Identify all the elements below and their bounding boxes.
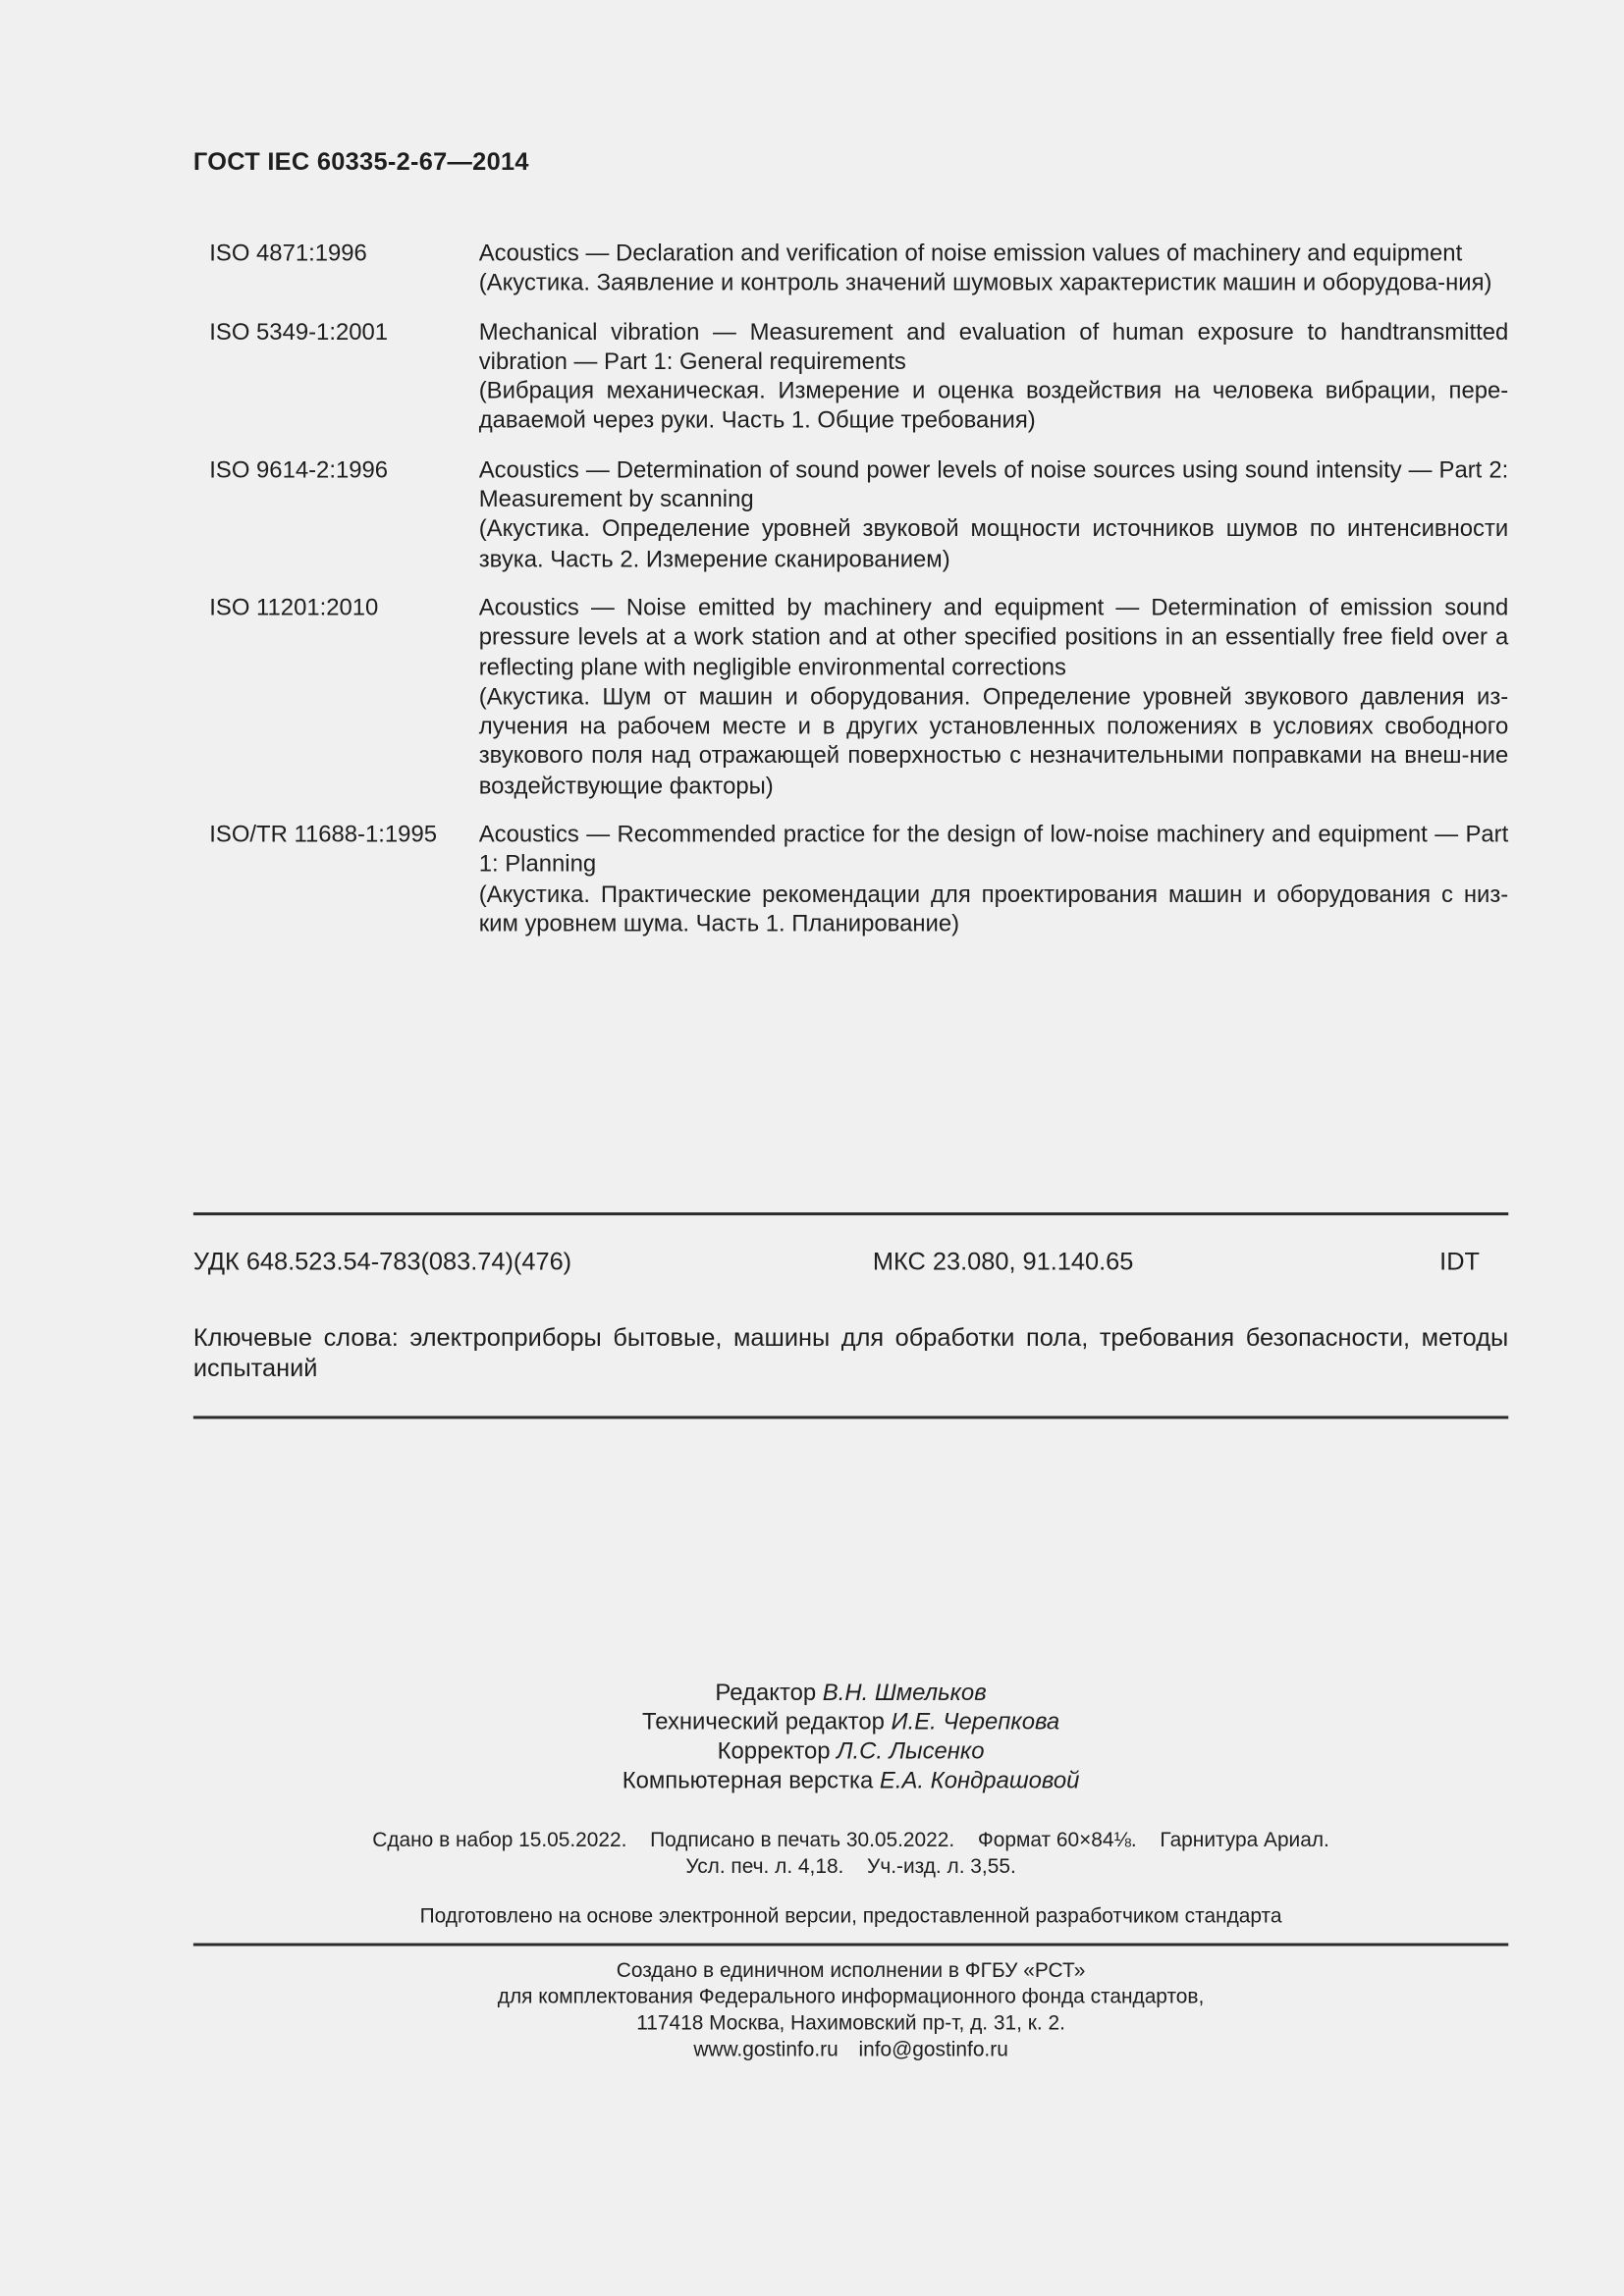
normative-references-list [209,240,1508,960]
reference-code: ISO 5349-1:2001 [209,320,389,346]
reference-title-en: Mechanical vibration — Measurement and evaluation of human exposure to handtransmitted vibration — Part 1: General requirements [478,320,1509,375]
reference-entry [209,319,1508,438]
credit-line [193,1680,1508,1709]
reference-title-en: Acoustics — Declaration and verification of noise emission values of machinery and equipment [478,241,1463,267]
divider-line [193,1415,1508,1418]
reference-title-ru: (Акустика. Заявление и контроль значений шумовых характеристик машин и оборудова-ния) [478,271,1492,296]
credit-line [193,1767,1508,1796]
reference-title-en: Acoustics — Determination of sound power levels of noise sources using sound intensity — Part 2: Measurement by scanning [478,457,1509,513]
reference-code: ISO 4871:1996 [209,241,367,267]
reference-code: ISO 9614-2:1996 [209,457,389,483]
credit-name: И.Е. Черепкова [891,1710,1060,1735]
keywords: Ключевые слова: электроприборы бытовые, машины для обработки пола, требования безопасности, методы испытаний [192,1323,1509,1383]
footer-line: Создано в единичном исполнении в ФГБУ «РСТ» [616,1957,1086,1982]
reference-title-en: Acoustics — Noise emitted by machinery and equipment — Determination of emission sound pressure levels at a work station and at other specified positions in an essentially free field over a reflecting plane with negligible environmental corrections [478,596,1509,680]
credit-name: Л.С. Лысенко [837,1739,985,1765]
reference-title-ru: (Акустика. Практические рекомендации для проектирования машин и оборудования с низ-ким уровнем шума. Часть 1. Планирование) [478,881,1509,937]
reference-title-ru: (Акустика. Шум от машин и оборудования. Определение уровней звукового давления из-лучения на рабочем месте и в других установленных положениях в условиях свободного звукового поля над отражающей поверхностью с незначительными поправками на внеш-ние воздействующие факторы) [478,684,1509,800]
prepared-note: Подготовлено на основе электронной версии, предоставленной разработчиком стандарта [419,1903,1282,1928]
credit-name: Е.А. Кондрашовой [879,1768,1080,1794]
footer-contacts [193,2035,1508,2061]
reference-entry [209,595,1508,803]
divider-line [193,1212,1508,1215]
print-info-line [193,1852,1508,1879]
credit-role: Компьютерная верстка [622,1768,874,1794]
signed-date: Подписано в печать 30.05.2022. [650,1827,955,1851]
reference-entry [209,822,1508,940]
credit-role: Технический редактор [641,1710,885,1735]
publication-sheets: Уч.-изд. л. 3,55. [867,1853,1016,1878]
credit-line [193,1738,1508,1768]
typeface: Гарнитура Ариал. [1160,1827,1329,1851]
udk-code: УДК 648.523.54-783(083.74)(476) [192,1247,572,1276]
publisher-footer [193,1956,1508,2061]
reference-title-ru: (Вибрация механическая. Измерение и оценка воздействия на человека вибрации, пере-даваемой через руки. Часть 1. Общие требования) [478,379,1509,435]
reference-text [479,595,1509,803]
credit-role: Корректор [717,1739,831,1765]
reference-entry [209,456,1508,575]
reference-title-en: Acoustics — Recommended practice for the design of low-noise machinery and equipment — Part 1: Planning [478,823,1509,879]
website-link[interactable]: www.gostinfo.ru [693,2036,839,2060]
print-sheets: Усл. печ. л. 4,18. [685,1853,844,1878]
mks-code: МКС 23.080, 91.140.65 [872,1247,1134,1276]
reference-text [479,319,1509,438]
paper-format: Формат 60×84⅛. [977,1827,1137,1851]
print-info-line [193,1826,1508,1852]
print-info [193,1826,1508,1879]
footer-line: 117418 Москва, Нахимовский пр-т, д. 31, к. 2. [636,2010,1065,2034]
credit-line [193,1709,1508,1738]
reference-text [479,822,1509,940]
typeset-date: Сдано в набор 15.05.2022. [372,1827,627,1851]
divider-line [193,1943,1508,1946]
email-link[interactable]: info@gostinfo.ru [858,2036,1008,2060]
reference-title-ru: (Акустика. Определение уровней звуковой мощности источников шумов по интенсивности звука. Часть 2. Измерение сканированием) [478,517,1509,572]
credit-name: В.Н. Шмельков [822,1681,987,1706]
reference-text [479,240,1509,300]
footer-line: для комплектования Федерального информационного фонда стандартов, [497,1984,1205,2008]
reference-text [479,456,1509,575]
reference-code: ISO 11201:2010 [209,596,379,621]
document-id-header: ГОСТ IEC 60335-2-67—2014 [192,147,529,177]
equivalence-degree: IDT [1439,1247,1480,1276]
credit-role: Редактор [715,1681,817,1706]
reference-code: ISO/TR 11688-1:1995 [209,823,438,848]
credits-block [193,1680,1508,1796]
reference-entry [209,240,1508,300]
